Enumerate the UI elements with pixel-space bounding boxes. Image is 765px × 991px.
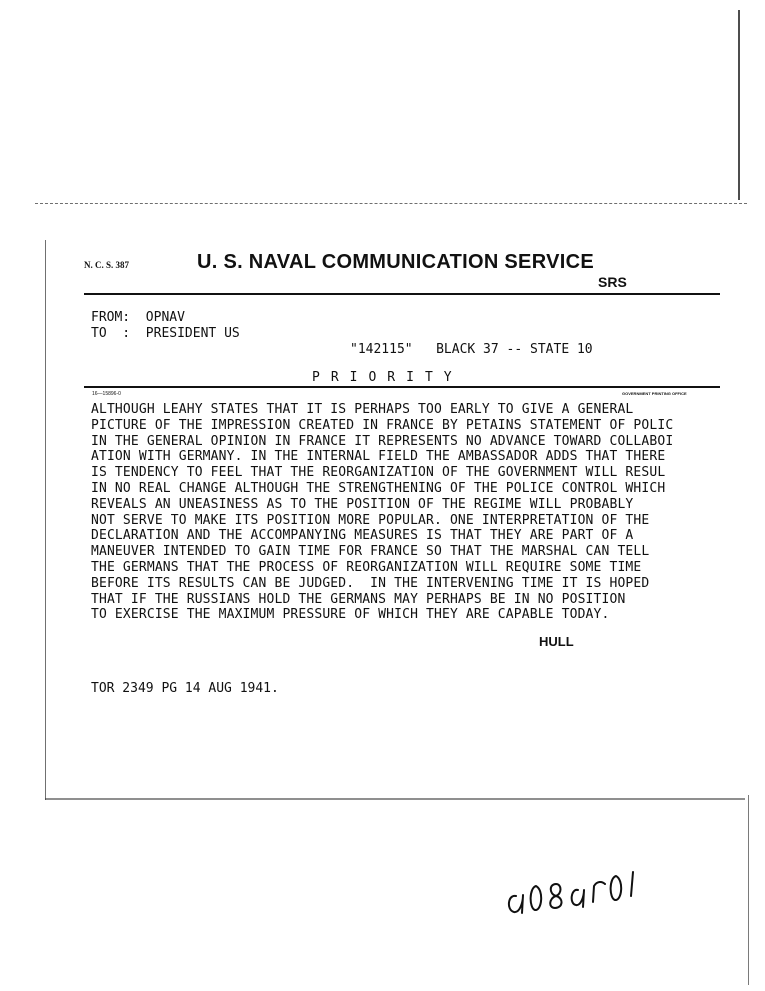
body-line: THE GERMANS THAT THE PROCESS OF REORGANIZATION WILL REQUIRE SOME TIME [91,559,642,575]
message-reference: "142115" BLACK 37 -- STATE 10 [350,342,593,357]
from-value: OPNAV [145,310,185,325]
from-label: FROM: [91,310,131,325]
time-of-receipt: TOR 2349 PG 14 AUG 1941. [91,681,279,696]
scan-edge-right [738,10,740,200]
body-line: REVEALS AN UNEASINESS AS TO THE POSITION OF THE REGIME WILL PROBABLY [91,496,634,512]
body-line: ALTHOUGH LEAHY STATES THAT IT IS PERHAPS TOO EARLY TO GIVE A GENERAL [91,402,634,417]
scan-edge-dashes [35,203,747,204]
header-rule [84,293,720,295]
body-line: DECLARATION AND THE ACCOMPANYING MEASURES IS THAT THEY ARE PART OF A [91,528,634,544]
scan-edge-right-lower [748,795,749,985]
body-rule [84,386,720,388]
srs-label: SRS [598,274,627,290]
from-line [91,310,185,325]
form-code: 16—15896-0 [92,391,121,397]
handwritten-archive-number [502,850,652,920]
printer-credit: GOVERNMENT PRINTING OFFICE [622,391,687,396]
body-line: BEFORE ITS RESULTS CAN BE JUDGED. IN THE INTERVENING TIME IT IS HOPED [91,575,650,591]
body-line: IN NO REAL CHANGE ALTHOUGH THE STRENGTHENING OF THE POLICE CONTROL WHICH [91,480,666,496]
body-line: MANEUVER INTENDED TO GAIN TIME FOR FRANCE SO THAT THE MARSHAL CAN TELL [91,544,650,560]
to-label: TO : [91,326,131,341]
body-line: NOT SERVE TO MAKE ITS POSITION MORE POPULAR. ONE INTERPRETATION OF THE [91,512,650,528]
signature: HULL [539,634,574,649]
form-border-bottom [45,798,745,800]
body-line: THAT IF THE RUSSIANS HOLD THE GERMANS MAY PERHAPS BE IN NO POSITION [91,591,626,607]
body-line: IN THE GENERAL OPINION IN FRANCE IT REPRESENTS NO ADVANCE TOWARD COLLABOI [91,433,674,449]
body-line: TO EXERCISE THE MAXIMUM PRESSURE OF WHICH THEY ARE CAPABLE TODAY. [91,607,610,623]
body-line: ATION WITH GERMANY. IN THE INTERNAL FIELD THE AMBASSADOR ADDS THAT THERE [91,449,666,465]
body-line: IS TENDENCY TO FEEL THAT THE REORGANIZATION OF THE GOVERNMENT WILL RESUL [91,465,666,481]
form-number: N. C. S. 387 [84,260,130,270]
body-line: PICTURE OF THE IMPRESSION CREATED IN FRANCE BY PETAINS STATEMENT OF POLIC [91,417,674,433]
priority-label: PRIORITY [312,370,463,385]
to-line [91,326,240,341]
form-border-left [45,240,46,800]
message-body [91,402,765,623]
to-value: PRESIDENT US [145,326,240,341]
document-title: U. S. NAVAL COMMUNICATION SERVICE [197,251,594,273]
